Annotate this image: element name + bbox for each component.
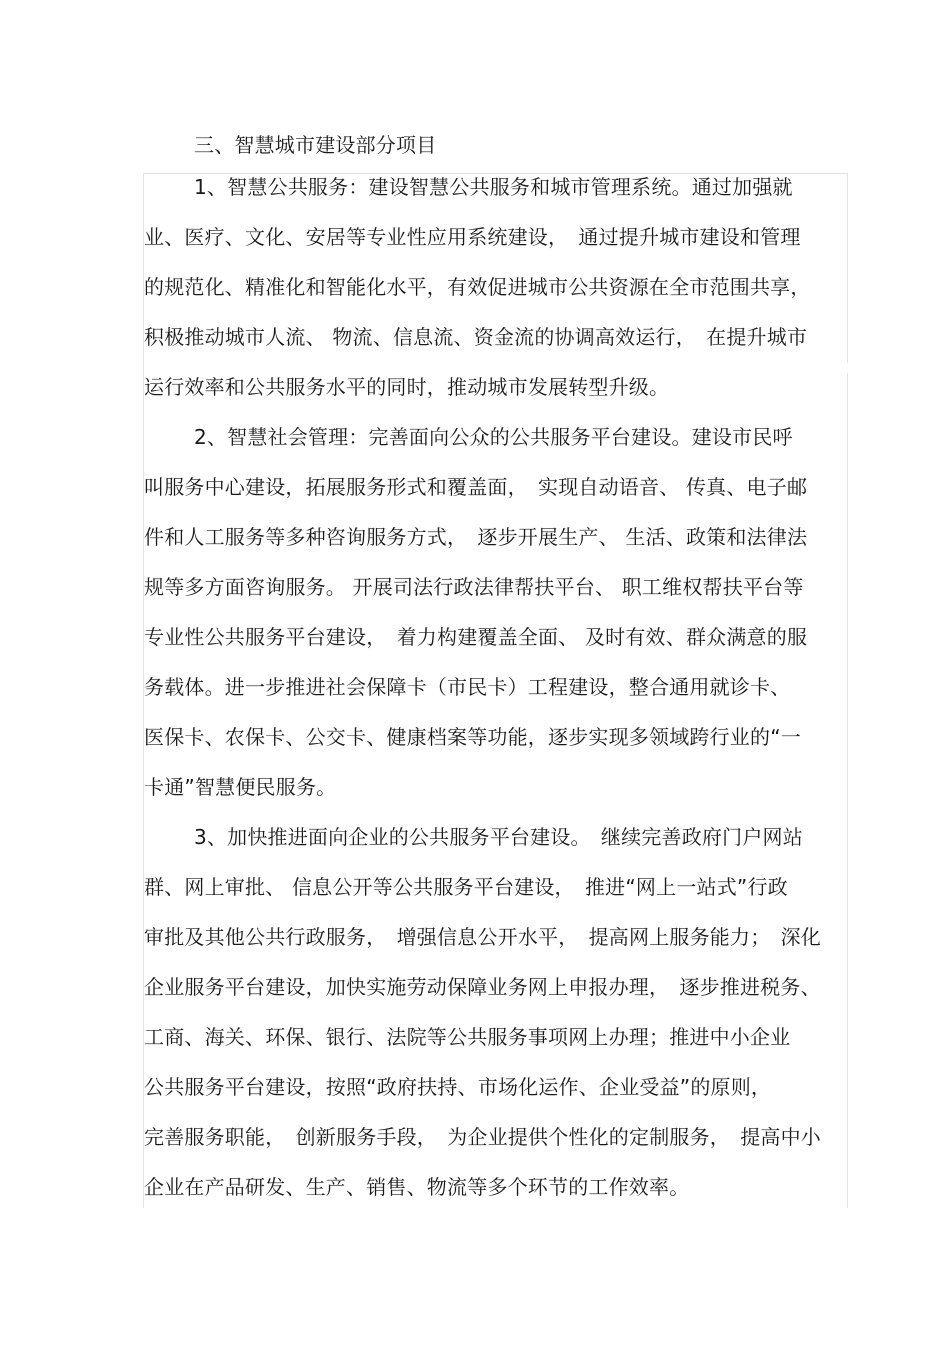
- paragraph-line: 积极推动城市人流、 物流、信息流、资金流的协调高效运行， 在提升城市: [144, 325, 808, 349]
- paragraph-line: 审批及其他公共行政服务， 增强信息公开水平， 提高网上服务能力； 深化: [144, 925, 821, 949]
- paragraph-line: 企业在产品研发、生产、销售、物流等多个环节的工作效率。: [144, 1175, 690, 1199]
- section-heading: 三、智慧城市建设部分项目: [194, 133, 437, 157]
- paragraph-line: 群、网上审批、 信息公开等公共服务平台建设， 推进“网上一站式”行政: [144, 875, 788, 899]
- paragraph-line: 务载体。进一步推进社会保障卡（市民卡）工程建设，整合通用就诊卡、: [144, 675, 791, 699]
- paragraph-line: 公共服务平台建设，按照“政府扶持、市场化运作、企业受益”的原则，: [144, 1075, 772, 1099]
- paragraph-line: 业、医疗、文化、安居等专业性应用系统建设， 通过提升城市建设和管理: [144, 225, 801, 249]
- paragraph-line: 件和人工服务等多种咨询服务方式， 逐步开展生产、 生活、政策和法律法: [144, 525, 808, 549]
- paragraph-line: 医保卡、农保卡、公交卡、健康档案等功能，逐步实现多领域跨行业的“一: [144, 725, 801, 749]
- paragraph-line: 叫服务中心建设，拓展服务形式和覆盖面， 实现自动语音、 传真、电子邮: [144, 475, 808, 499]
- paragraph-line: 运行效率和公共服务水平的同时，推动城市发展转型升级。: [144, 375, 670, 399]
- paragraph-line: 完善服务职能， 创新服务手段， 为企业提供个性化的定制服务， 提高中小: [144, 1125, 821, 1149]
- paragraph-line: 卡通”智慧便民服务。: [144, 775, 337, 799]
- paragraph-line: 3、加快推进面向企业的公共服务平台建设。 继续完善政府门户网站: [194, 825, 803, 849]
- paragraph-line: 工商、海关、环保、银行、法院等公共服务事项网上办理；推进中小企业: [144, 1025, 791, 1049]
- paragraph-line: 2、智慧社会管理：完善面向公众的公共服务平台建设。建设市民呼: [194, 425, 793, 449]
- paragraph-line: 专业性公共服务平台建设， 着力构建覆盖全面、 及时有效、群众满意的服: [144, 625, 808, 649]
- paragraph-line: 1、智慧公共服务：建设智慧公共服务和城市管理系统。通过加强就: [194, 175, 793, 199]
- frame-top-line: [143, 173, 848, 174]
- paragraph-line: 的规范化、精准化和智能化水平，有效促进城市公共资源在全市范围共享，: [144, 275, 811, 299]
- paragraph-line: 规等多方面咨询服务。 开展司法行政法律帮扶平台、 职工维权帮扶平台等: [144, 575, 804, 599]
- paragraph-line: 企业服务平台建设，加快实施劳动保障业务网上申报办理， 逐步推进税务、: [144, 975, 821, 999]
